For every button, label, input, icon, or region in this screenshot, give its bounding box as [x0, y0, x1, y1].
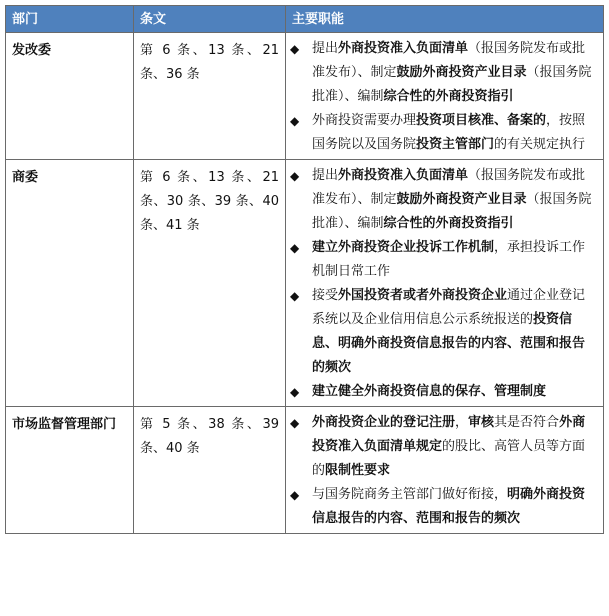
duty-text-bold: 综合性的外商投资指引 [383, 216, 514, 231]
duties-cell [286, 407, 604, 534]
diamond-bullet-icon: ◆ [290, 289, 300, 303]
table-row [6, 33, 604, 160]
duty-text-segment: 其是否符合 [494, 415, 560, 430]
duty-text-segment: （报国务院批准）、编制 [312, 192, 592, 231]
duty-text [312, 483, 597, 531]
duty-text-bold: 限制性要求 [325, 463, 391, 478]
duty-text-segment: （报国务院发布或批准发布）、制定 [312, 41, 586, 80]
duty-text [312, 37, 597, 109]
duty-text-segment: 外商投资需要办理 [312, 113, 417, 128]
duty-text-bold: 审核 [468, 415, 495, 430]
duty-text-segment: ，承担投诉工作机制日常工作 [312, 240, 586, 279]
duty-item [290, 164, 597, 236]
diamond-bullet-icon: ◆ [290, 114, 300, 128]
duty-text [312, 164, 597, 236]
duty-text [312, 411, 597, 483]
articles-cell: 第 6 条、13 条、21 条、30 条、39 条、40 条、41 条 [134, 160, 286, 407]
duty-item [290, 109, 597, 157]
department-cell: 商委 [6, 160, 134, 407]
duty-text-bold: 投资信息、明确外商投资信息报告的内容、范围和报告的频次 [312, 312, 586, 375]
duty-text-bold: 鼓励外商投资产业目录 [396, 192, 527, 207]
duty-text-segment: 的有关规定执行 [494, 137, 586, 152]
duties-cell [286, 160, 604, 407]
diamond-bullet-icon: ◆ [290, 169, 300, 183]
department-cell: 市场监督管理部门 [6, 407, 134, 534]
duty-text [312, 380, 597, 404]
duty-item [290, 380, 597, 404]
duty-text-bold: 投资主管部门 [416, 137, 495, 152]
duty-text-segment: 通过企业登记系统以及企业信用信息公示系统报送的 [312, 288, 586, 327]
duty-text-segment: 的股比、高管人员等方面的 [312, 439, 586, 478]
diamond-bullet-icon: ◆ [290, 241, 300, 255]
duty-item [290, 483, 597, 531]
header-row [6, 6, 604, 33]
table-row [6, 160, 604, 407]
duty-item [290, 411, 597, 483]
articles-cell: 第 6 条、13 条、21 条、36 条 [134, 33, 286, 160]
duty-text-bold: 外商投资准入负面清单 [338, 168, 469, 183]
duty-text-segment: 提出 [312, 168, 339, 183]
duty-text-bold: 鼓励外商投资产业目录 [396, 65, 527, 80]
duty-text-segment: 提出 [312, 41, 339, 56]
duty-text-bold: 外商投资企业的登记注册 [312, 415, 456, 430]
duty-text-bold: 建立外商投资企业投诉工作机制 [312, 240, 495, 255]
duty-text [312, 236, 597, 284]
header-department: 部门 [6, 6, 134, 33]
duty-text-segment: ，按照国务院以及国务院 [312, 113, 586, 152]
duty-text-segment: 接受 [312, 288, 339, 303]
duty-item [290, 284, 597, 380]
duty-text-segment: 与国务院商务主管部门做好衔接， [312, 487, 508, 502]
header-duties: 主要职能 [286, 6, 604, 33]
table-row [6, 407, 604, 534]
diamond-bullet-icon: ◆ [290, 416, 300, 430]
duty-text-bold: 外国投资者或者外商投资企业 [338, 288, 508, 303]
duty-text [312, 109, 597, 157]
responsibility-table [5, 5, 604, 534]
articles-cell: 第 5 条、38 条、39 条、40 条 [134, 407, 286, 534]
diamond-bullet-icon: ◆ [290, 385, 300, 399]
duty-text-segment: ， [455, 415, 469, 430]
duty-text-segment: （报国务院批准）、编制 [312, 65, 592, 104]
duties-cell [286, 33, 604, 160]
department-cell: 发改委 [6, 33, 134, 160]
header-articles: 条文 [134, 6, 286, 33]
diamond-bullet-icon: ◆ [290, 42, 300, 56]
duty-text-bold: 明确外商投资信息报告的内容、范围和报告的频次 [312, 487, 586, 526]
duty-item [290, 37, 597, 109]
duty-item [290, 236, 597, 284]
duty-text-bold: 综合性的外商投资指引 [383, 89, 514, 104]
duty-text-segment: （报国务院发布或批准发布）、制定 [312, 168, 586, 207]
duty-text-bold: 投资项目核准、备案的 [416, 113, 547, 128]
duty-text [312, 284, 597, 380]
duty-text-bold: 外商投资准入负面清单 [338, 41, 469, 56]
duty-text-bold: 建立健全外商投资信息的保存、管理制度 [312, 384, 547, 399]
duty-text-bold: 外商投资准入负面清单规定 [312, 415, 586, 454]
diamond-bullet-icon: ◆ [290, 488, 300, 502]
